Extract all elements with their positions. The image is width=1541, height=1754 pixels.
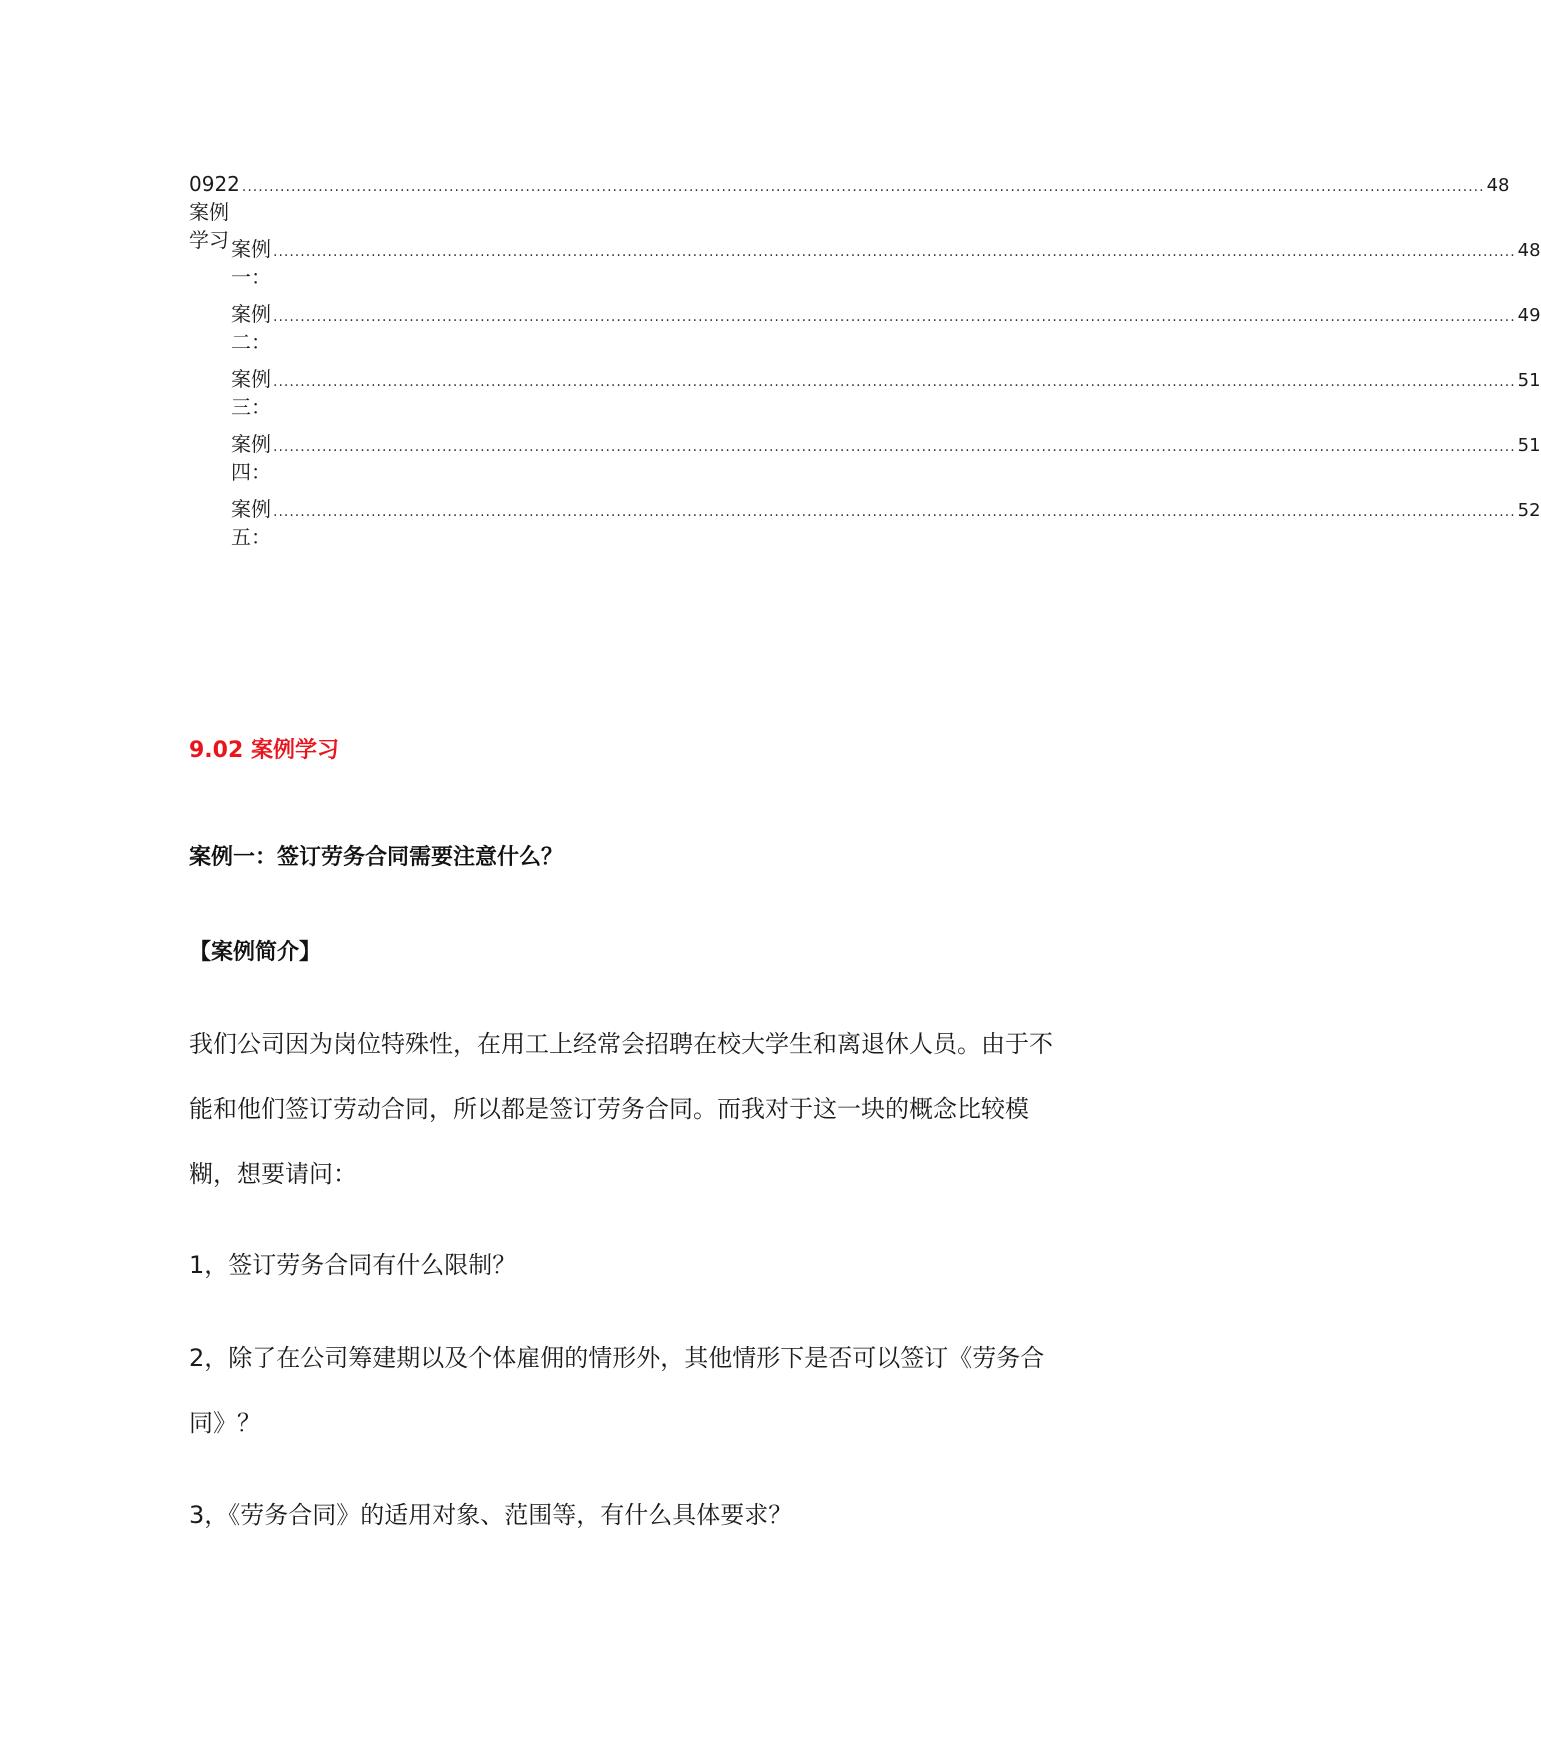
case-intro-heading: 【案例简介】 <box>189 940 322 965</box>
toc-entry-label: 案例二： <box>231 302 271 354</box>
toc-page-number: 51 <box>1517 370 1541 391</box>
case-question-2: 2，除了在公司筹建期以及个体雇佣的情形外，其他情形下是否可以签订《劳务合同》？ <box>189 1344 1045 1437</box>
toc-leader-dots: .................................................................................................................................................................................................................................... <box>273 374 1516 390</box>
toc-leader-dots: .................................................................................................................................................................................................................................... <box>273 309 1516 325</box>
toc-leader-dots: .................................................................................................................................................................................................................................... <box>273 244 1516 260</box>
toc-leader-dots: .................................................................................................................................................................................................................................... <box>241 179 1485 195</box>
toc-entry-label: 案例四： <box>231 432 271 484</box>
toc-entry-case-3[interactable] <box>231 365 1541 421</box>
toc-page-number: 48 <box>1486 175 1510 196</box>
toc-leader-dots: .................................................................................................................................................................................................................................... <box>273 439 1516 455</box>
case-title: 案例一：签订劳务合同需要注意什么？ <box>189 845 564 870</box>
case-paragraph-intro: 我们公司因为岗位特殊性，在用工上经常会招聘在校大学生和离退休人员。由于不能和他们签订劳动合同，所以都是签订劳务合同。而我对于这一块的概念比较模糊，想要请问： <box>189 1030 1053 1188</box>
toc-page-number: 48 <box>1517 240 1541 261</box>
toc-entry-label: 0922 案例学习 <box>189 172 240 252</box>
toc-entry-case-1[interactable] <box>231 235 1541 291</box>
toc-page-number: 52 <box>1517 500 1541 521</box>
case-question-1: 1，签订劳务合同有什么限制？ <box>189 1251 517 1279</box>
toc-entry-label: 案例五： <box>231 497 271 549</box>
toc-leader-dots: .................................................................................................................................................................................................................................... <box>273 504 1516 520</box>
case-question-3: 3，《劳务合同》的适用对象、范围等，有什么具体要求？ <box>189 1501 793 1529</box>
toc-entry-label: 案例三： <box>231 367 271 419</box>
toc-page-number: 49 <box>1517 305 1541 326</box>
toc-entry-case-2[interactable] <box>231 300 1541 356</box>
toc-entry-case-5[interactable] <box>231 495 1541 551</box>
toc-entry-case-4[interactable] <box>231 430 1541 486</box>
toc-page-number: 51 <box>1517 435 1541 456</box>
section-title: 9.02 案例学习 <box>189 738 339 763</box>
toc-entry-label: 案例一： <box>231 237 271 289</box>
